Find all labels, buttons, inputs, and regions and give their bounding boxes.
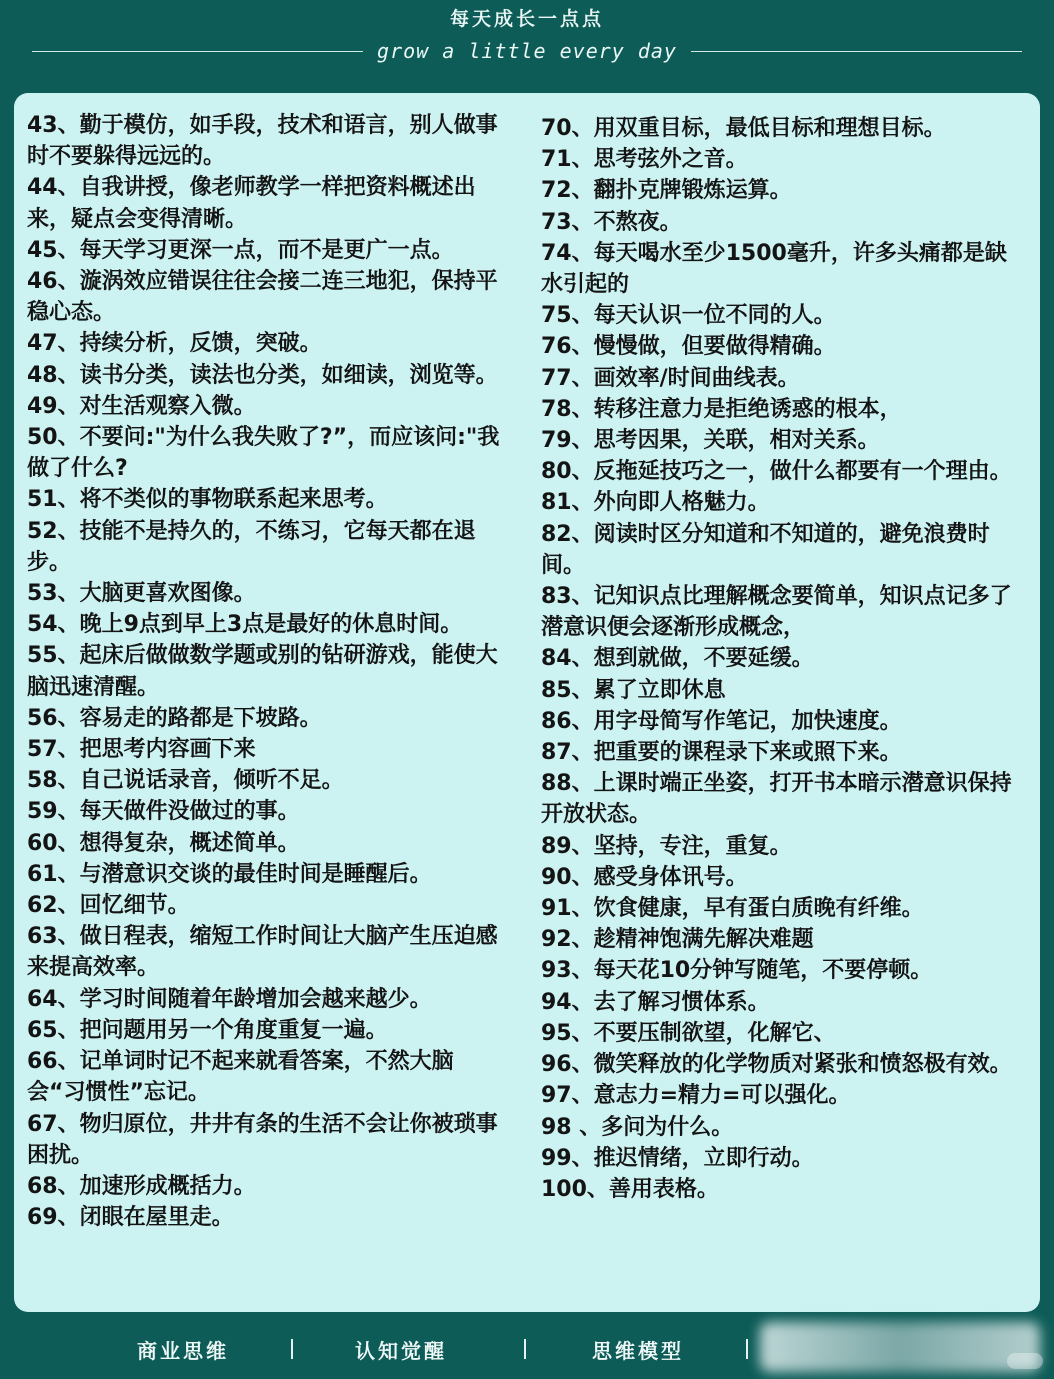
tip-item: 61、与潜意识交谈的最佳时间是睡醒后。: [27, 861, 432, 887]
tips-column-left: [27, 110, 505, 1233]
tip-item: 81、外向即人格魅力。: [541, 490, 770, 516]
tip-item: 90、感受身体讯号。: [541, 864, 748, 890]
tip-item: 80、反拖延技巧之一，做什么都要有一个理由。: [541, 459, 1012, 485]
footer-link-thinking-models[interactable]: 思维模型: [592, 1339, 684, 1363]
tip-item: 70、用双重目标，最低目标和理想目标。: [541, 116, 946, 141]
tip-item: 98 、多问为什么。: [541, 1114, 734, 1140]
tip-item: 48、读书分类，读法也分类，如细读，浏览等。: [27, 362, 498, 388]
tip-item: 72、翻扑克牌锻炼运算。: [541, 178, 792, 204]
tip-item: 44、自我讲授，像老师教学一样把资料概述出来，疑点会变得清晰。: [27, 175, 476, 232]
page-subtitle: grow a little every day: [377, 39, 677, 63]
blurred-footer-area: [760, 1322, 1040, 1372]
tip-item: 64、学习时间随着年龄增加会越来越少。: [27, 986, 432, 1012]
tip-item: 59、每天做件没做过的事。: [27, 799, 300, 825]
tip-item: 53、大脑更喜欢图像。: [27, 581, 256, 607]
tip-item: 54、晚上9点到早上3点是最好的休息时间。: [27, 612, 463, 638]
tip-item: 69、闭眼在屋里走。: [27, 1205, 234, 1231]
tip-item: 52、技能不是持久的，不练习，它每天都在退步。: [27, 518, 476, 575]
tip-item: 100、善用表格。: [541, 1176, 719, 1202]
tip-item: 49、对生活观察入微。: [27, 393, 256, 419]
tip-item: 85、累了立即休息: [541, 677, 726, 703]
tip-item: 60、想得复杂，概述简单。: [27, 830, 300, 856]
footer-link-business-thinking[interactable]: 商业思维: [137, 1339, 229, 1363]
tip-item: 76、慢慢做，但要做得精确。: [541, 334, 836, 360]
tip-item: 51、将不类似的事物联系起来思考。: [27, 487, 388, 513]
tip-item: 68、加速形成概括力。: [27, 1173, 256, 1199]
tip-item: 56、容易走的路都是下坡路。: [27, 705, 322, 731]
footer-separator: [524, 1339, 526, 1359]
tip-item: 91、饮食健康，早有蛋白质晚有纤维。: [541, 896, 924, 922]
tip-item: 75、每天认识一位不同的人。: [541, 303, 836, 329]
tip-item: 82、阅读时区分知道和不知道的，避免浪费时间。: [541, 521, 990, 578]
tip-item: 99、推迟情绪，立即行动。: [541, 1145, 814, 1171]
tip-item: 96、微笑释放的化学物质对紧张和愤怒极有效。: [541, 1052, 1012, 1078]
tip-item: 63、做日程表，缩短工作时间让大脑产生压迫感来提高效率。: [27, 924, 498, 981]
tip-item: 67、物归原位，井井有条的生活不会让你被琐事困扰。: [27, 1111, 498, 1168]
page-title: 每天成长一点点: [449, 8, 604, 30]
footer-separator: [291, 1339, 293, 1359]
tip-item: 92、趁精神饱满先解决难题: [541, 927, 814, 953]
tip-item: 43、勤于模仿，如手段，技术和语言，别人做事时不要躲得远远的。: [27, 113, 498, 170]
tip-item: 89、坚持，专注，重复。: [541, 833, 792, 859]
tip-item: 84、想到就做，不要延缓。: [541, 646, 814, 672]
tip-item: 74、每天喝水至少1500毫升，许多头痛都是缺水引起的: [541, 240, 1007, 298]
footer-link-cognitive-awakening[interactable]: 认知觉醒: [355, 1339, 447, 1363]
tip-item: 62、回忆细节。: [27, 893, 190, 919]
tips-card: [14, 93, 1040, 1312]
tip-item: 86、用字母简写作笔记，加快速度。: [541, 708, 902, 734]
tip-item: 83、记知识点比理解概念要简单，知识点记多了潜意识便会逐渐形成概念，: [541, 584, 1012, 641]
footer-separator: [746, 1339, 748, 1359]
divider-right: [691, 51, 1022, 52]
tip-item: 46、漩涡效应错误往往会接二连三地犯，保持平稳心态。: [27, 269, 498, 326]
tip-item: 73、不熬夜。: [541, 209, 682, 235]
tip-item: 87、把重要的课程录下来或照下来。: [541, 740, 902, 766]
tips-column-right: [541, 113, 1017, 1205]
tip-item: 95、不要压制欲望，化解它、: [541, 1020, 836, 1046]
tip-item: 97、意志力=精力=可以强化。: [541, 1083, 851, 1109]
tip-item: 65、把问题用另一个角度重复一遍。: [27, 1017, 388, 1043]
tip-item: 78、转移注意力是拒绝诱惑的根本，: [541, 396, 902, 422]
tip-item: 57、把思考内容画下来: [27, 737, 256, 763]
tip-item: 50、不要问:"为什么我失败了?”，而应该问:"我做了什么?: [27, 425, 500, 482]
divider-left: [32, 51, 363, 52]
tip-item: 71、思考弦外之音。: [541, 147, 748, 173]
tip-item: 94、去了解习惯体系。: [541, 989, 770, 1015]
tip-item: 66、记单词时记不起来就看答案，不然大脑会“习惯性”忘记。: [27, 1049, 454, 1106]
tip-item: 77、画效率/时间曲线表。: [541, 365, 800, 391]
tip-item: 88、上课时端正坐姿，打开书本暗示潜意识保持开放状态。: [541, 771, 1012, 828]
tip-item: 55、起床后做做数学题或别的钻研游戏，能使大脑迅速清醒。: [27, 643, 498, 700]
watermark-badge: [1007, 1353, 1043, 1369]
subtitle-row: [32, 36, 1022, 66]
tip-item: 58、自己说话录音，倾听不足。: [27, 768, 344, 794]
tip-item: 79、思考因果，关联，相对关系。: [541, 428, 880, 454]
tip-item: 45、每天学习更深一点，而不是更广一点。: [27, 237, 454, 263]
tip-item: 47、持续分析，反馈，突破。: [27, 331, 322, 357]
tip-item: 93、每天花10分钟写随笔，不要停顿。: [541, 958, 933, 984]
